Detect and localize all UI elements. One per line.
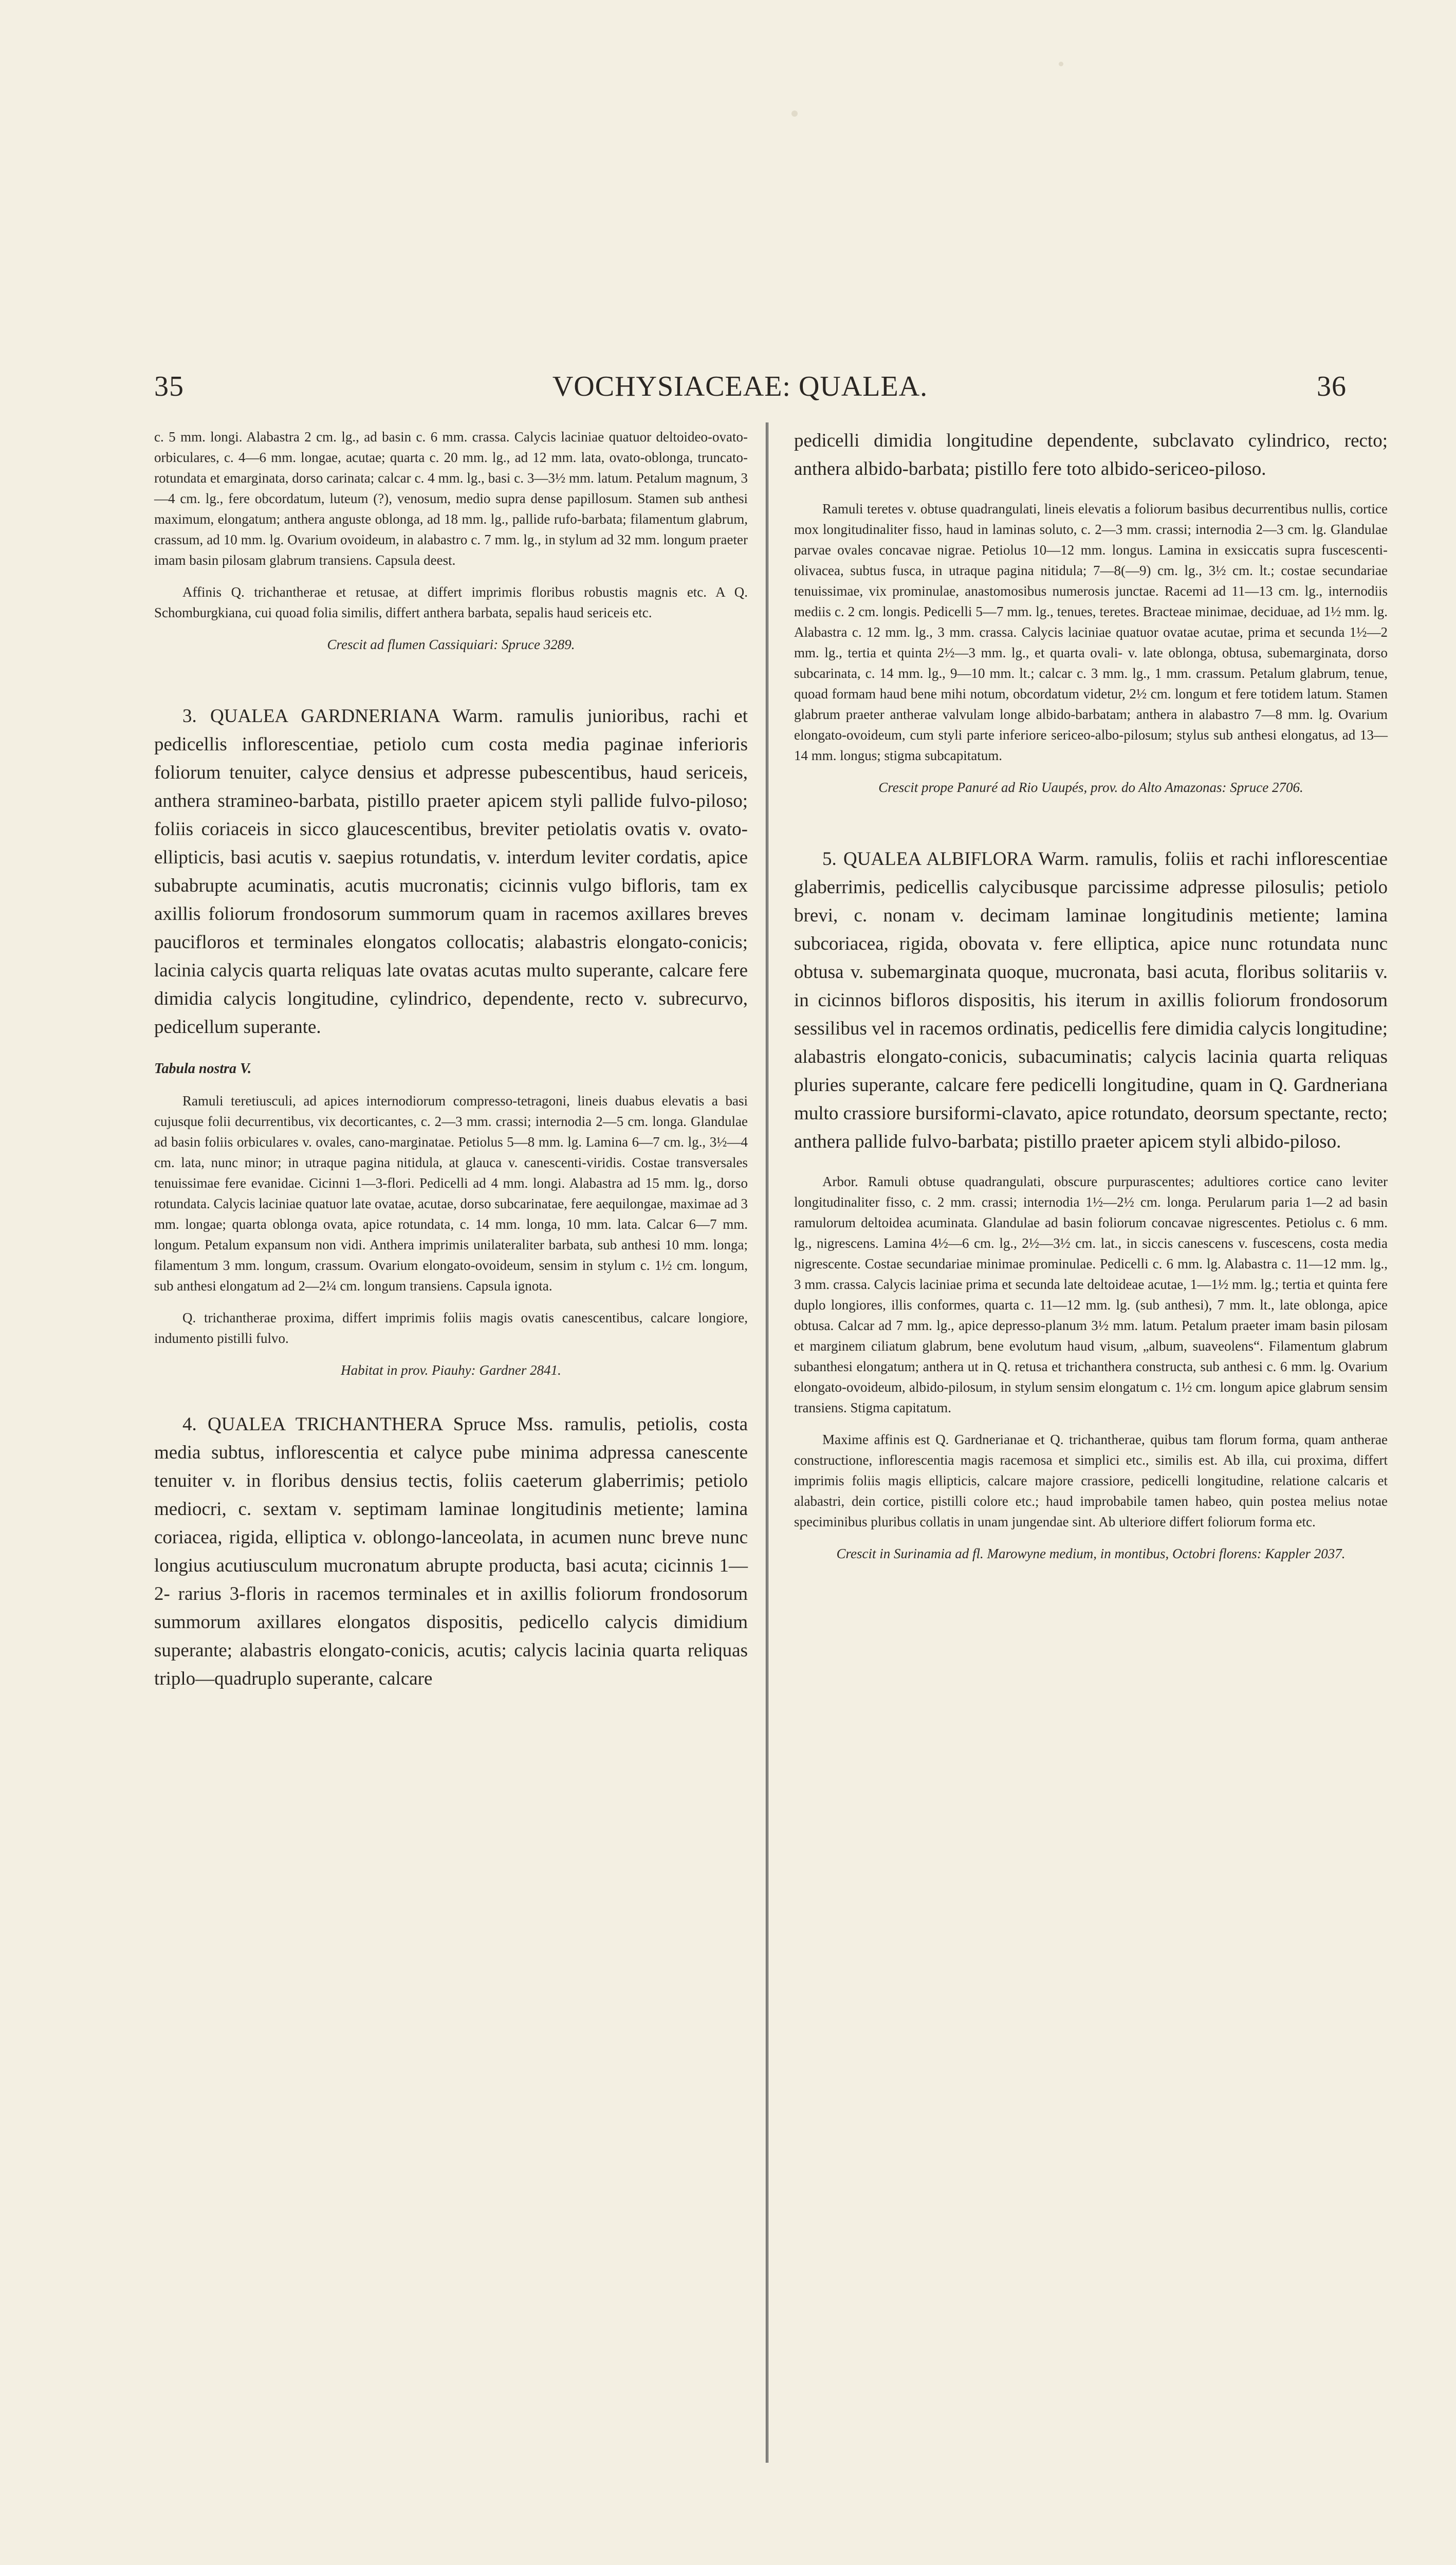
species-diagnosis: pedicelli dimidia longitudine dependente, subclavato cylindrico, recto; anthera albido-barbata; pistillo fere toto albido-sericeo-piloso. xyxy=(794,430,1388,479)
paper-stain xyxy=(1059,62,1063,66)
paper-stain xyxy=(791,110,798,117)
running-head-title: VOCHYSIACEAE: QUALEA. xyxy=(552,371,928,402)
species-diagnosis: 4. QUALEA TRICHANTHERA Spruce Mss. ramulis, petiolis, costa media subtus, inflorescentia et calyce pube minima adpressa canescente tenuiter v. in floribus densius tectis, foliis caeterum glaberrimis; petiolo mediocri, c. sextam v. septimam laminae longitudinis metiente; lamina coriacea, rigida, elliptica v. oblongo-lanceolata, in acumen nunc breve nunc longius acutiusculum mucronatum abrupte producta, basi acuta; cicinnis 1—2- rarius 3-floris in racemos terminales et in axillis foliorum frondosorum summorum axillares elongatos dispositis, pedicello calycis dimidium superante; alabastris elongato-conicis, acutis; calycis lacinia quarta reliquas triplo—quadruplo superante, calcare xyxy=(154,1414,748,1689)
description-paragraph: Maxime affinis est Q. Gardnerianae et Q. trichantherae, quibus tam florum forma, quam antherae constructione, inflorescentia magis racemosa et simplici etc., similis est. Ab illa, cui proxima, differt imprimis foliis magis ellipticis, calcare majore crassiore, pedicelli longitudine, relatione calcaris et alabastri, dein cortice, pistilli colore etc.; haud improbabile tamen habeo, quin postea melius notae speciminibus pluribus collatis in unam jungendae sint. Ab ulteriore differt foliorum forma etc. xyxy=(794,1432,1388,1529)
right-column xyxy=(794,427,1388,1575)
locality-citation: Crescit prope Panuré ad Rio Uaupés, prov. do Alto Amazonas: Spruce 2706. xyxy=(878,780,1303,795)
left-column xyxy=(154,427,748,1708)
description-paragraph: Q. trichantherae proxima, differt imprimis foliis magis ovatis canescentibus, calcare longiore, indumento pistilli fulvo. xyxy=(154,1310,748,1346)
locality-citation: Habitat in prov. Piauhy: Gardner 2841. xyxy=(341,1362,561,1378)
description-paragraph: Ramuli teretes v. obtuse quadrangulati, lineis elevatis a foliorum basibus decurrentibus nullis, cortice mox longitudinaliter fisso, haud in laminas soluto, c. 2—3 mm. crassi; internodia 2—3 cm. lg. Glandulae parvae ovales concavae nigrae. Petiolus 10—12 mm. longus. Lamina in exsiccatis supra fuscescenti-olivacea, subtus fusca, in utraque pagina nitidula; 7—8(—9) cm. lg., 3½ cm. lt.; costae secundariae tenuissimae, vix prominulae, anastomosibus numerosis junctae. Racemi ad 11—13 cm. lg., internodiis mediis c. 2 cm. longis. Pedicelli 5—7 mm. lg., tenues, teretes. Bracteae minimae, deciduae, ad 1½ mm. lg. Alabastra c. 12 mm. lg., 3 mm. crassa. Calycis laciniae quatuor ovatae acutae, prima et secunda 1½—2 mm. lg., tertia et quinta 2½—3 mm. lg., et quarta ovali- v. late oblonga, obtusa, subemarginata, dorso subcarinata, c. 14 mm. lg., 9—10 mm. lt.; calcar c. 3 mm. lg., 1 mm. crassum. Petalum glabrum, tenue, quoad formam haud bene mihi notum, obcordatum videtur, 2½ cm. longum et fere totidem latum. Stamen glabrum praeter antherae valvulam longe albido-barbatam; anthera in alabastro 7—8 mm. lg. Ovarium elongato-ovoideum, cum styli parte inferiore sericeo-albo-pilosum; stylus sub anthesi elongatus, ad 13—14 mm. longus; stigma subcapitatum. xyxy=(794,501,1388,763)
locality-citation: Crescit in Surinamia ad fl. Marowyne medium, in montibus, Octobri florens: Kappler 2037. xyxy=(836,1546,1346,1561)
paragraph-spacer xyxy=(794,809,1388,845)
page-number-left: 35 xyxy=(154,371,184,402)
column-divider-rule xyxy=(766,422,768,2463)
paragraph-spacer xyxy=(154,666,748,702)
paragraph-spacer xyxy=(154,1392,748,1410)
locality-citation: Crescit ad flumen Cassiquiari: Spruce 3289. xyxy=(327,637,575,652)
description-paragraph: c. 5 mm. longi. Alabastra 2 cm. lg., ad basin c. 6 mm. crassa. Calycis laciniae quatuor deltoideo-ovato-orbiculares, c. 4—6 mm. longae, acutae; quarta c. 20 mm. lg., ad 12 mm. lata, ovato-oblonga, truncato-rotundata et emarginata, dorso carinata; calcar c. 4 mm. lg., basi c. 3—3½ mm. latum. Petalum magnum, 3—4 cm. lg., fere obcordatum, luteum (?), venosum, medio supra dense papillosum. Stamen sub anthesi maximum, elongatum; anthera anguste oblonga, ad 18 mm. lg., pallide rufo-barbata; filamentum glabrum, crassum, ad 10 mm. lg. Ovarium ovoideum, in alabastro c. 7 mm. lg., in stylum ad 32 mm. longum praeter imam basin pilosam glabrum transiens. Capsula deest. xyxy=(154,429,748,568)
description-paragraph: Arbor. Ramuli obtuse quadrangulati, obscure purpurascentes; adultiores cortice cano leviter longitudinaliter fisso, c. 2 mm. crassi; internodia 1½—2½ cm. longa. Perularum paria 1—2 ad basin ramulorum deltoidea acuminata. Glandulae ad basin foliorum concavae nigrescentes. Petiolus c. 6 mm. lg., nigrescens. Lamina 4½—6 cm. lg., 2½—3½ cm. lat., in siccis canescens v. fuscescens, costa media nigrescente. Costae secundariae minimae prominulae. Pedicelli c. 6 mm. lg. Alabastra c. 11—12 mm. lg., 3 mm. crassa. Calycis laciniae prima et secunda late deltoideae acutae, 1—1½ mm. lg.; tertia et quinta fere duplo longiores, illis conformes, quarta c. 11—12 mm. lg. (sub anthesi), 7 mm. lt., late oblonga, apice obtusa. Calcar ad 7 mm. lg., apice depresso-planum 3½ mm. latum. Petalum praeter imam basin pilosam et marginem ciliatum glabrum, bene evolutum haud visum, „album, suaveolens“. Filamentum glabrum subanthesi elongatum; anthera ut in Q. retusa et trichanthera constructa, sub anthesi c. 6 mm. lg. Ovarium elongato-ovoideum, albido-pilosum, in stylum sensim elongatum c. 1½ cm. longum apice glabrum sensim transiens. Stigma capitatum. xyxy=(794,1174,1388,1415)
running-header xyxy=(134,370,1347,416)
description-paragraph: Affinis Q. trichantherae et retusae, at differt imprimis floribus robustis magnis etc. A Q. Schomburgkiana, cui quoad folia similis, differt anthera barbata, sepalis haud sericeis etc. xyxy=(154,584,748,620)
species-diagnosis: 3. QUALEA GARDNERIANA Warm. ramulis junioribus, rachi et pedicellis inflorescentiae, petiolo cum costa media paginae inferioris foliorum tenuiter, calyce densius et adpresse pubescentibus, haud sericeis, anthera stramineo-barbata, pistillo praeter apicem styli pallide fulvo-piloso; foliis coriaceis in sicco glaucescentibus, breviter petiolatis ovatis v. ovato-ellipticis, basi acutis v. saepius rotundatis, v. interdum leviter cordatis, apice subabrupte acuminatis, acutis mucronatis; cicinnis vulgo bifloris, tam ex axillis foliorum frondosorum summorum quam in racemos axillares breves paucifloros et terminales elongatos collocatis; alabastris elongato-conicis; lacinia calycis quarta reliquas late ovatas acutas multo superante, calcare fere dimidia calycis longitudine, cylindrico, dependente, recto v. subrecurvo, pedicellum superante. xyxy=(154,706,748,1038)
plate-reference: Tabula nostra V. xyxy=(154,1061,252,1077)
description-paragraph: Ramuli teretiusculi, ad apices internodiorum compresso-tetragoni, lineis duabus elevatis a basi cujusque folii decurrentibus, vix decorticantes, c. 2—3 mm. crassi; internodia 2—5 cm. longa. Glandulae ad basin foliis orbiculares v. ovales, cano-marginatae. Petiolus 5—8 mm. lg. Lamina 6—7 cm. lg., 3½—4 cm. lata, nunc minor; in utraque pagina nitidula, at glauca v. canescenti-viridis. Costae transversales tenuissimae fere evanidae. Cicinni 1—3-flori. Pedicelli ad 4 mm. longi. Alabastra ad 15 mm. lg., dorso rotundata. Calycis laciniae quatuor late ovatae, acutae, dorso subcarinatae, fere aequilongae, maximae ad 3 mm. longae; quarta oblonga ovata, apice rotundata, c. 14 mm. longa, 10 mm. lata. Calcar 6—7 mm. longum. Petalum expansum non vidi. Anthera imprimis unilateraliter barbata, sub anthesi 10 mm. longa; filamentum 3 mm. longum, crassum. Ovarium elongato-ovoideum, sensim in stylum c. 1½ cm. longum, sub anthesi elongatum ad 2—2¼ cm. longum transiens. Capsula ignota. xyxy=(154,1093,748,1294)
species-diagnosis: 5. QUALEA ALBIFLORA Warm. ramulis, foliis et rachi inflorescentiae glaberrimis, pedicellis calycibusque parcissime adpresse pilosulis; petiolo brevi, c. nonam v. decimam laminae longitudinis metiente; lamina subcoriacea, rigida, obovata v. fere elliptica, apice nunc rotundata nunc obtusa v. subemarginata quoque, mucronata, basi acuta, floribus solitariis v. in cicinnos bifloros dispositis, his iterum in axillis foliorum frondosorum sessilibus vel in racemos ordinatis, pedicellis fere dimidia calycis longitudine; alabastris elongato-conicis, subacuminatis; calycis lacinia quarta reliquas pluries superante, calcare fere pedicelli longitudine, quam in Q. Gardneriana multo crassiore bursiformi-clavato, apice rotundato, deorsum spectante, recto; anthera pallide fulvo-barbata; pistillo praeter apicem styli albido-piloso. xyxy=(794,848,1388,1152)
page-number-right: 36 xyxy=(1317,371,1347,402)
